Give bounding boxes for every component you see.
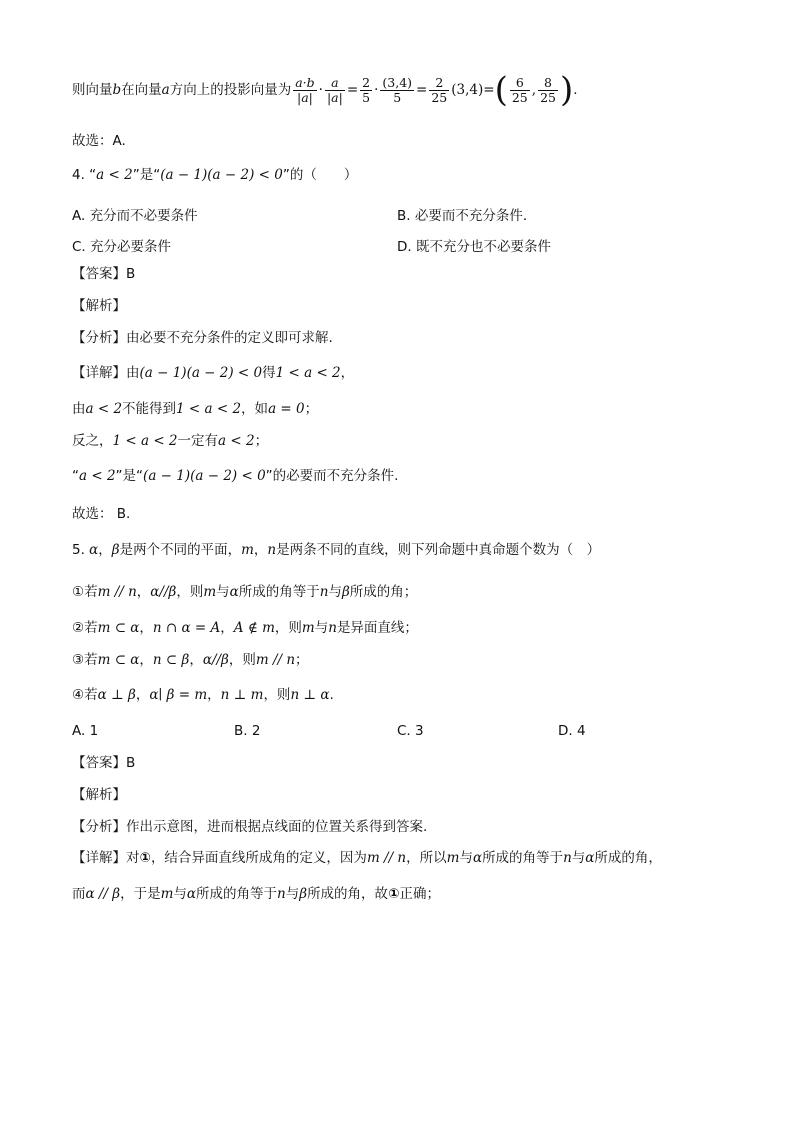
q4-fenxi: 【分析】由必要不充分条件的定义即可求解. <box>72 330 333 346</box>
math: n <box>563 850 572 866</box>
text: 所成的角等于 <box>196 886 278 902</box>
text: 则向量 <box>72 82 113 98</box>
text: ，结合异面直线所成角的定义，因为 <box>150 850 367 866</box>
fraction-8-25 <box>538 76 558 105</box>
text: 而 <box>72 886 86 902</box>
text: ”的必要而不充分条件. <box>265 468 399 484</box>
math: 1 < a < 2 <box>176 401 242 417</box>
math: m ⊂ α <box>97 652 140 668</box>
text: 方向上的投影向量为 <box>169 82 292 98</box>
math: n <box>277 886 286 902</box>
text: ①若 <box>72 584 98 600</box>
text: ， <box>207 687 221 703</box>
vector-value: (3,4) <box>451 82 484 98</box>
text: 4. “ <box>72 167 97 183</box>
text: ； <box>254 433 269 449</box>
equals: = <box>346 82 359 98</box>
math: n ⊥ α <box>290 687 330 703</box>
math: m <box>203 584 217 600</box>
text: 【详解】对 <box>72 850 140 866</box>
text: 所成的角等于 <box>238 584 320 600</box>
math: m ⊂ α <box>97 620 140 636</box>
text: 所成的角，故 <box>307 886 389 902</box>
text: ； <box>295 652 309 668</box>
text: 一定有 <box>177 433 219 449</box>
text: ， <box>253 542 268 558</box>
math: 1 < a < 2 <box>112 433 178 449</box>
math-condition: a < 2 <box>96 167 133 183</box>
text: ， <box>220 620 234 636</box>
text: 与 <box>328 584 342 600</box>
math: a < 2 <box>79 468 116 484</box>
text: ”是“ <box>115 468 144 484</box>
q5-fenxi: 【分析】作出示意图，进而根据点线面的位置关系得到答案. <box>72 819 428 835</box>
text: ， <box>139 652 153 668</box>
q4-answer: 【答案】B <box>72 266 136 282</box>
text: 是两个不同的平面， <box>119 542 242 558</box>
text: 不能得到 <box>122 401 177 417</box>
text: 正确； <box>399 886 440 902</box>
math: a < 2 <box>85 401 123 417</box>
math: α // β <box>85 886 121 902</box>
text: 所成的角等于 <box>482 850 564 866</box>
math-range: 1 < a < 2 <box>275 365 341 381</box>
math: m <box>301 620 315 636</box>
math: n <box>267 542 277 558</box>
math: α ⊥ β <box>97 687 136 703</box>
text: ”的（ ） <box>282 167 358 183</box>
text: ，于是 <box>120 886 161 902</box>
text: ②若 <box>72 620 98 636</box>
fraction-dot-over-norm <box>293 76 316 105</box>
select-a: 故选：A. <box>72 133 126 149</box>
text: “ <box>72 468 79 484</box>
text: 是两条不同的直线，则下列命题中真命题个数为（ ） <box>276 542 601 558</box>
text: ， <box>189 652 203 668</box>
text: 由 <box>72 401 86 417</box>
math: a < 2 <box>218 433 255 449</box>
circled-one: ① <box>388 886 400 902</box>
numerator: 6 <box>510 76 530 91</box>
text: ， <box>98 542 112 558</box>
math: α <box>585 850 595 866</box>
math: n <box>328 620 337 636</box>
equals: = <box>416 82 428 98</box>
denominator: 25 <box>540 89 556 105</box>
q5-option-c: C. 3 <box>397 723 424 739</box>
fraction-2-25 <box>429 76 449 105</box>
text: 【详解】由 <box>72 365 140 381</box>
q4-detail-line-2 <box>72 432 268 450</box>
text: 与 <box>314 620 329 636</box>
math: a = 0 <box>268 401 305 417</box>
q4-select: 故选： B. <box>72 506 131 522</box>
text: ，则 <box>263 687 291 703</box>
text: 与 <box>459 850 473 866</box>
fraction-unit-vector <box>325 76 345 105</box>
equals: = <box>483 82 495 98</box>
math: n <box>319 584 329 600</box>
dot-symbol: · <box>318 82 323 98</box>
math: m // n <box>97 584 137 600</box>
math: n ⊂ β <box>152 652 190 668</box>
math: α <box>229 584 239 600</box>
q4-detail-line-1 <box>72 400 318 418</box>
fraction-vec-5 <box>380 76 414 105</box>
math: α <box>89 542 99 558</box>
math: m // n <box>366 850 407 866</box>
q4-option-b: B. 必要而不充分条件． <box>397 208 537 224</box>
denominator: 25 <box>511 89 528 105</box>
proposition-4 <box>72 686 334 704</box>
math: α <box>472 850 483 866</box>
proposition-3 <box>72 651 309 669</box>
math: β <box>299 886 308 902</box>
text: ， <box>136 584 151 600</box>
text: 与 <box>173 886 187 902</box>
text: 与 <box>216 584 230 600</box>
numerator: 8 <box>538 76 558 91</box>
math: m <box>160 886 174 902</box>
math: α∣ β = m <box>149 687 208 703</box>
text: ，则 <box>176 584 204 600</box>
q5-option-b: B. 2 <box>234 723 261 739</box>
math: α//β <box>202 652 229 668</box>
vector-b: b <box>112 82 122 98</box>
dot-symbol: · <box>374 82 379 98</box>
numerator: a·b <box>295 74 315 90</box>
math: m <box>446 850 460 866</box>
math: α <box>186 886 197 902</box>
text: . <box>329 687 334 703</box>
text: ④若 <box>72 687 98 703</box>
fraction-6-25 <box>510 76 530 105</box>
text: 反之， <box>72 433 113 449</box>
text: 在向量 <box>121 82 162 98</box>
math: n ∩ α = A <box>152 620 221 636</box>
text: ”是“ <box>132 167 161 183</box>
fraction-2-5 <box>360 76 372 105</box>
math: β <box>341 584 350 600</box>
text: ； <box>304 401 319 417</box>
comma: , <box>531 82 537 98</box>
text: ，则 <box>228 652 256 668</box>
denominator: 25 <box>431 89 448 105</box>
text: 所成的角； <box>349 584 418 600</box>
text: 所成的角， <box>594 850 662 866</box>
denominator: |a| <box>296 89 313 105</box>
text: 与 <box>285 886 300 902</box>
text: ③若 <box>72 652 98 668</box>
proposition-2 <box>72 619 418 637</box>
numerator: 2 <box>429 76 449 91</box>
text: ，所以 <box>406 850 447 866</box>
numerator: (3,4) <box>382 74 413 90</box>
math: A ∉ m <box>233 620 275 636</box>
q5-option-d: D. 4 <box>558 723 586 739</box>
q4-analysis-heading: 【解析】 <box>72 298 126 314</box>
numerator: a <box>325 76 345 91</box>
math: m <box>241 542 254 558</box>
question-4 <box>72 166 357 184</box>
math: α//β <box>150 584 177 600</box>
vector-a: a <box>161 82 170 98</box>
q5-option-a: A. 1 <box>72 723 99 739</box>
q4-option-d: D. 既不充分也不必要条件 <box>397 239 551 255</box>
q4-detail <box>72 364 354 382</box>
denominator: 5 <box>393 89 402 105</box>
denominator: 5 <box>362 89 371 105</box>
math-expression: (a − 1)(a − 2) < 0 <box>160 167 283 183</box>
period: . <box>573 82 578 98</box>
math: (a − 1)(a − 2) < 0 <box>143 468 266 484</box>
text: 得 <box>262 365 276 381</box>
q4-option-c: C. 充分必要条件 <box>72 239 172 255</box>
q5-detail-line-1 <box>72 849 662 867</box>
text: ，如 <box>241 401 269 417</box>
q4-option-a: A. 充分而不必要条件 <box>72 208 198 224</box>
q4-detail-line-3 <box>72 467 398 485</box>
text: ， <box>340 365 355 381</box>
text: ， <box>135 687 150 703</box>
text: ，则 <box>274 620 302 636</box>
left-paren: ( <box>494 70 508 110</box>
math: β <box>111 542 120 558</box>
right-paren: ) <box>559 70 574 110</box>
projection-line <box>72 70 578 110</box>
text: 是异面直线； <box>336 620 418 636</box>
circled-one: ① <box>139 850 151 866</box>
q5-answer: 【答案】B <box>72 755 136 771</box>
question-5 <box>72 541 600 559</box>
text: 5. <box>72 542 90 558</box>
math: n ⊥ m <box>220 687 264 703</box>
text: 与 <box>571 850 586 866</box>
q5-detail-line-2 <box>72 885 440 903</box>
q5-analysis-heading: 【解析】 <box>72 787 126 803</box>
math-expression: (a − 1)(a − 2) < 0 <box>139 365 263 381</box>
math: m // n <box>255 652 296 668</box>
proposition-1 <box>72 583 417 601</box>
denominator: |a| <box>326 89 343 105</box>
numerator: 2 <box>362 74 371 90</box>
text: ， <box>139 620 153 636</box>
